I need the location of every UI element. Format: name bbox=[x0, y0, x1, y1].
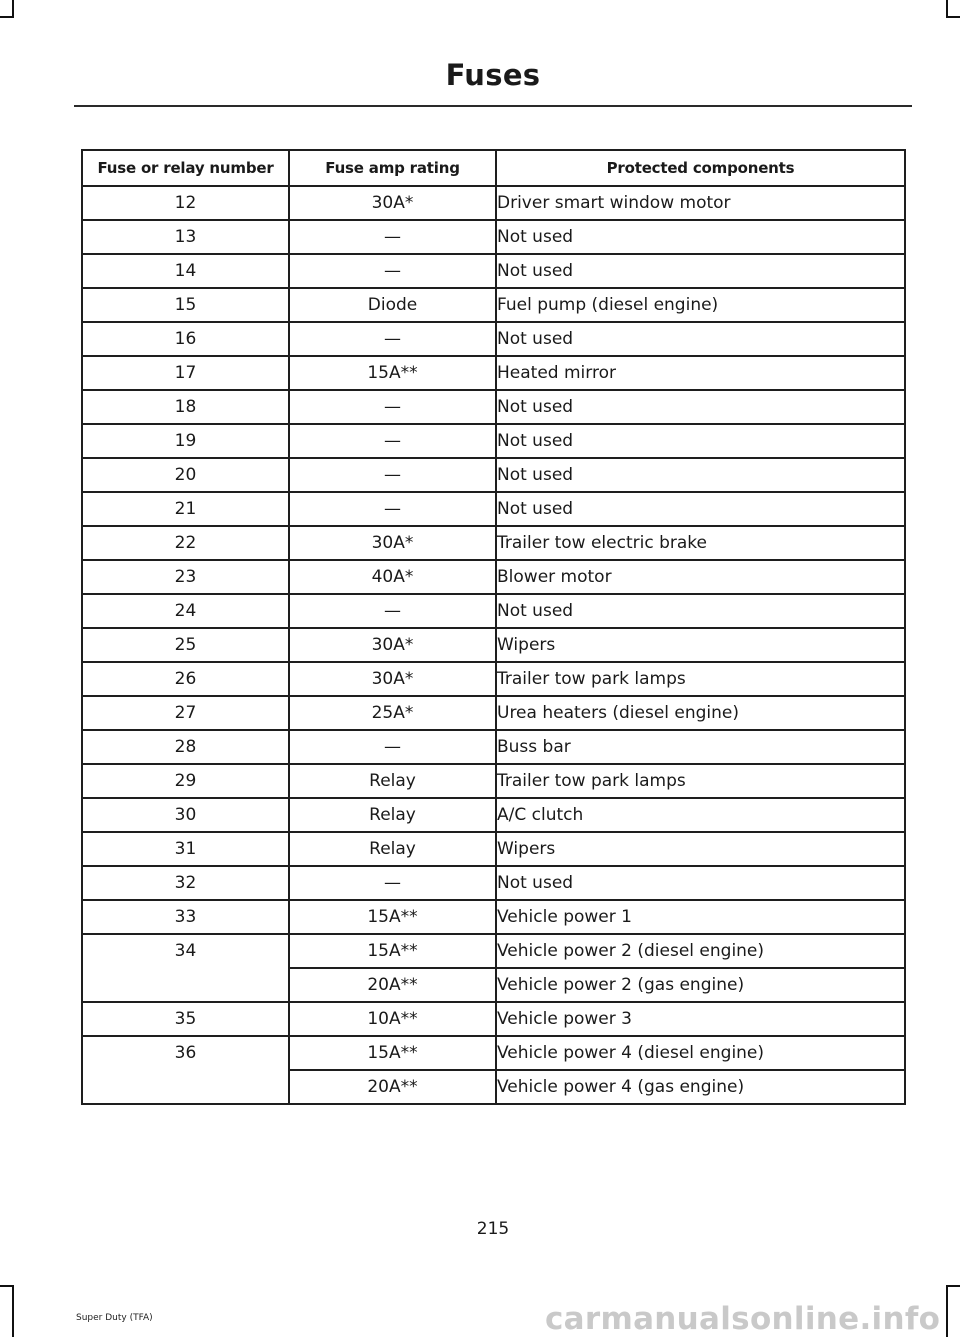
crop-mark-top-left bbox=[0, 16, 14, 18]
fuse-number-cell: 35 bbox=[82, 1002, 289, 1036]
protected-component-cell: Not used bbox=[496, 458, 905, 492]
amp-rating-cell: — bbox=[289, 492, 496, 526]
protected-component-cell: Vehicle power 4 (gas engine) bbox=[496, 1070, 905, 1104]
table-row bbox=[82, 458, 905, 492]
page-number: 215 bbox=[476, 1219, 510, 1239]
fuse-number-cell: 21 bbox=[82, 492, 289, 526]
table-row bbox=[82, 560, 905, 594]
protected-component-cell: Not used bbox=[496, 390, 905, 424]
crop-mark-top-right bbox=[946, 16, 960, 18]
fuse-number-cell: 20 bbox=[82, 458, 289, 492]
fuse-number-cell: 26 bbox=[82, 662, 289, 696]
table-row bbox=[82, 730, 905, 764]
protected-component-cell: Buss bar bbox=[496, 730, 905, 764]
amp-rating-cell: 15A** bbox=[289, 900, 496, 934]
table-row bbox=[82, 526, 905, 560]
fuse-number-cell: 31 bbox=[82, 832, 289, 866]
protected-component-cell: Not used bbox=[496, 254, 905, 288]
title-divider bbox=[74, 105, 912, 107]
protected-component-cell: Vehicle power 2 (gas engine) bbox=[496, 968, 905, 1002]
header-row bbox=[82, 150, 905, 186]
fuse-number-cell: 24 bbox=[82, 594, 289, 628]
protected-component-cell: Not used bbox=[496, 220, 905, 254]
amp-rating-cell: — bbox=[289, 594, 496, 628]
fuse-number-cell: 30 bbox=[82, 798, 289, 832]
table-row bbox=[82, 424, 905, 458]
table-row bbox=[82, 492, 905, 526]
table-row bbox=[82, 628, 905, 662]
protected-component-cell: Not used bbox=[496, 322, 905, 356]
table-row bbox=[82, 1036, 905, 1070]
column-header-protected-components: Protected components bbox=[496, 150, 905, 186]
page-title: Fuses bbox=[445, 58, 541, 92]
amp-rating-cell: Diode bbox=[289, 288, 496, 322]
amp-rating-cell: 30A* bbox=[289, 526, 496, 560]
fuse-number-cell: 25 bbox=[82, 628, 289, 662]
table-row bbox=[82, 322, 905, 356]
amp-rating-cell: 30A* bbox=[289, 628, 496, 662]
amp-rating-cell: 25A* bbox=[289, 696, 496, 730]
fuse-number-cell: 16 bbox=[82, 322, 289, 356]
column-header-amp-rating: Fuse amp rating bbox=[289, 150, 496, 186]
protected-component-cell: Vehicle power 3 bbox=[496, 1002, 905, 1036]
table-row bbox=[82, 696, 905, 730]
document-footer: Super Duty (TFA) bbox=[76, 1313, 153, 1323]
table-row bbox=[82, 254, 905, 288]
fuse-number-cell: 36 bbox=[82, 1036, 289, 1104]
table-row bbox=[82, 662, 905, 696]
amp-rating-cell: 20A** bbox=[289, 1070, 496, 1104]
protected-component-cell: Not used bbox=[496, 866, 905, 900]
protected-component-cell: Blower motor bbox=[496, 560, 905, 594]
protected-component-cell: A/C clutch bbox=[496, 798, 905, 832]
amp-rating-cell: Relay bbox=[289, 764, 496, 798]
amp-rating-cell: 15A** bbox=[289, 934, 496, 968]
protected-component-cell: Vehicle power 2 (diesel engine) bbox=[496, 934, 905, 968]
amp-rating-cell: 30A* bbox=[289, 662, 496, 696]
fuse-number-cell: 17 bbox=[82, 356, 289, 390]
amp-rating-cell: 40A* bbox=[289, 560, 496, 594]
fuse-table-header bbox=[82, 150, 905, 186]
amp-rating-cell: 15A** bbox=[289, 1036, 496, 1070]
fuse-number-cell: 19 bbox=[82, 424, 289, 458]
crop-mark-bottom-left bbox=[12, 1285, 14, 1337]
protected-component-cell: Trailer tow park lamps bbox=[496, 764, 905, 798]
crop-mark-bottom-right bbox=[946, 1285, 960, 1287]
protected-component-cell: Vehicle power 1 bbox=[496, 900, 905, 934]
fuse-number-cell: 15 bbox=[82, 288, 289, 322]
table-row bbox=[82, 594, 905, 628]
protected-component-cell: Not used bbox=[496, 594, 905, 628]
fuse-number-cell: 23 bbox=[82, 560, 289, 594]
protected-component-cell: Vehicle power 4 (diesel engine) bbox=[496, 1036, 905, 1070]
fuse-number-cell: 27 bbox=[82, 696, 289, 730]
amp-rating-cell: 10A** bbox=[289, 1002, 496, 1036]
fuse-number-cell: 14 bbox=[82, 254, 289, 288]
protected-component-cell: Trailer tow park lamps bbox=[496, 662, 905, 696]
fuse-table bbox=[81, 149, 906, 1105]
fuse-number-cell: 33 bbox=[82, 900, 289, 934]
protected-component-cell: Not used bbox=[496, 492, 905, 526]
protected-component-cell: Driver smart window motor bbox=[496, 186, 905, 220]
amp-rating-cell: — bbox=[289, 424, 496, 458]
fuse-number-cell: 12 bbox=[82, 186, 289, 220]
protected-component-cell: Not used bbox=[496, 424, 905, 458]
amp-rating-cell: Relay bbox=[289, 798, 496, 832]
fuse-number-cell: 32 bbox=[82, 866, 289, 900]
crop-mark-bottom-left bbox=[0, 1285, 14, 1287]
table-row bbox=[82, 764, 905, 798]
amp-rating-cell: — bbox=[289, 390, 496, 424]
column-header-fuse-number: Fuse or relay number bbox=[82, 150, 289, 186]
amp-rating-cell: — bbox=[289, 730, 496, 764]
amp-rating-cell: 15A** bbox=[289, 356, 496, 390]
watermark: carmanualsonline.info bbox=[545, 1301, 941, 1337]
protected-component-cell: Wipers bbox=[496, 628, 905, 662]
fuse-number-cell: 13 bbox=[82, 220, 289, 254]
amp-rating-cell: 30A* bbox=[289, 186, 496, 220]
amp-rating-cell: — bbox=[289, 220, 496, 254]
protected-component-cell: Heated mirror bbox=[496, 356, 905, 390]
table-row bbox=[82, 866, 905, 900]
crop-mark-bottom-right bbox=[946, 1285, 948, 1337]
table-row bbox=[82, 186, 905, 220]
protected-component-cell: Trailer tow electric brake bbox=[496, 526, 905, 560]
fuse-number-cell: 22 bbox=[82, 526, 289, 560]
table-row bbox=[82, 288, 905, 322]
amp-rating-cell: — bbox=[289, 866, 496, 900]
amp-rating-cell: Relay bbox=[289, 832, 496, 866]
protected-component-cell: Urea heaters (diesel engine) bbox=[496, 696, 905, 730]
amp-rating-cell: — bbox=[289, 458, 496, 492]
table-row bbox=[82, 832, 905, 866]
fuse-number-cell: 34 bbox=[82, 934, 289, 1002]
protected-component-cell: Wipers bbox=[496, 832, 905, 866]
protected-component-cell: Fuel pump (diesel engine) bbox=[496, 288, 905, 322]
table-row bbox=[82, 356, 905, 390]
table-row bbox=[82, 934, 905, 968]
table-row bbox=[82, 220, 905, 254]
table-row bbox=[82, 390, 905, 424]
fuse-table-body bbox=[82, 186, 905, 1104]
fuse-number-cell: 29 bbox=[82, 764, 289, 798]
amp-rating-cell: — bbox=[289, 322, 496, 356]
fuse-number-cell: 28 bbox=[82, 730, 289, 764]
table-row bbox=[82, 798, 905, 832]
table-row bbox=[82, 900, 905, 934]
amp-rating-cell: — bbox=[289, 254, 496, 288]
table-row bbox=[82, 1002, 905, 1036]
amp-rating-cell: 20A** bbox=[289, 968, 496, 1002]
fuse-number-cell: 18 bbox=[82, 390, 289, 424]
